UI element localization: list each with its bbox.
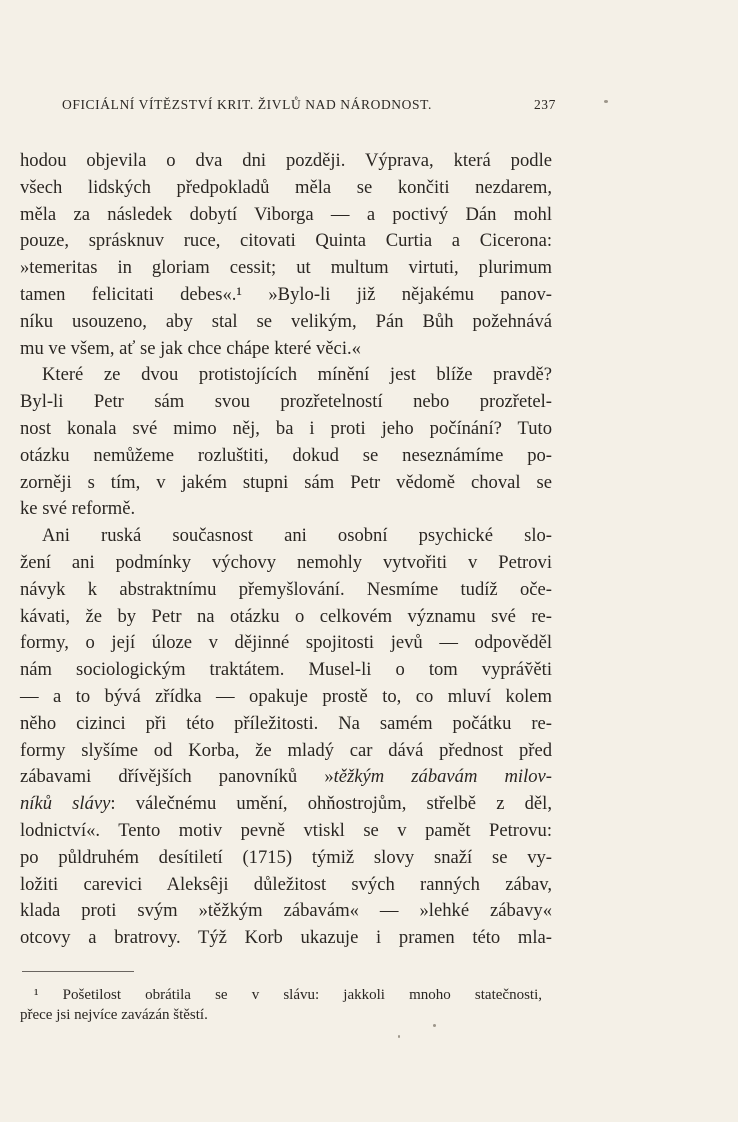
paper-speck [433,1024,436,1027]
footnote-line: přece jsi nejvíce zavázán štěstí. [20,1007,208,1023]
paragraph-start-line: Ani ruská současnost ani osobní psychické slo- [42,525,552,547]
text-line: otázku nemůžeme rozluštiti, dokud se neseznámíme po- [20,444,552,466]
text-line: Byl-li Petr sám svou prozřetelností nebo prozřetel- [20,391,552,413]
text-line: otcovy a bratrovy. Týž Korb ukazuje i pramen této mla- [20,927,552,949]
text-line: ke své reformě. [20,498,136,520]
text-line: něho cizinci při této příležitosti. Na samém počátku re- [20,712,552,734]
text-line: zorněji s tím, v jakém stupni sám Petr vědomě choval se [20,471,552,493]
text-line: návyk k abstraktnímu přemyšlování. Nesmíme tudíž oče- [20,578,552,600]
text-line: kávati, že by Petr na otázku o celkovém významu své re- [20,605,552,627]
text-line: — a to bývá zřídka — opakuje prostě to, co mluví kolem [20,685,552,707]
running-header [62,97,556,113]
body-text [20,148,552,952]
text-line: hodou objevila o dva dni později. Výprava, která podle [20,150,552,171]
italic-quote: těžkým zábavám milov- [333,766,552,788]
text-line: nám sociologickým traktátem. Musel-li o tom vypráv̆ěti [20,659,552,681]
text-line: »temeritas in gloriam cessit; ut multum virtuti, plurimum [20,257,552,279]
footnote [20,985,542,1025]
text-line: mu ve všem, ať se jak chce chápe které věci.« [20,337,361,359]
running-title: OFICIÁLNÍ VÍTĚZSTVÍ KRIT. ŽIVLŮ NAD NÁRODNOST. [62,97,432,112]
text-line: ložiti carevici Aleksêji důležitost svých ranných zábav, [20,873,552,895]
text-line: níku usouzeno, aby stal se velikým, Pán Bůh požehnává [20,310,552,332]
text-line: lodnictví«. Tento motiv pevně vtiskl se v pamět Petrovu: [20,819,552,841]
paper-speck [604,100,608,103]
text-line: pouze, sprásknuv ruce, citovati Quinta Curtia a Cicerona: [20,230,552,252]
text-line: klada proti svým »těžkým zábavám« — »lehké zábavy« [20,900,552,922]
footnote-divider [22,971,134,972]
text-segment: zábavami dřívějších panovníků » [20,766,334,788]
text-line: formy slyšíme od Korba, že mladý car dává přednost před [20,739,552,761]
text-segment: : válečnému umění, ohňostrojům, střelbě z děl, [110,793,552,815]
text-line: všech lidských předpokladů měla se končiti nezdarem, [20,176,552,198]
text-line: měla za následek dobytí Viborga — a poctivý Dán mohl [20,203,552,225]
paper-speck [398,1035,400,1038]
italic-quote: níků slávy [20,793,111,815]
paragraph-start-line: Které ze dvou protistojících mínění jest blíže pravdě? [42,364,552,386]
text-line: tamen felicitati debes«.¹ »Bylo-li již nějakému panov- [20,283,552,305]
text-line-with-italic [20,764,552,791]
text-line: nost konala své mimo něj, ba i proti jeho počínání? Tuto [20,417,552,439]
footnote-line: ¹ Pošetilost obrátila se v slávu: jakkoli mnoho statečnosti, [34,987,542,1003]
page-number: 237 [533,97,556,112]
text-line-with-italic [20,791,552,818]
text-line: žení ani podmínky výchovy nemohly vytvořiti v Petrovi [20,551,552,573]
text-line: po půldruhém desítiletí (1715) týmiž slovy snaží se vy- [20,846,552,868]
text-line: formy, o její úloze v dějinné spojitosti jevů — odpověděl [20,632,552,654]
